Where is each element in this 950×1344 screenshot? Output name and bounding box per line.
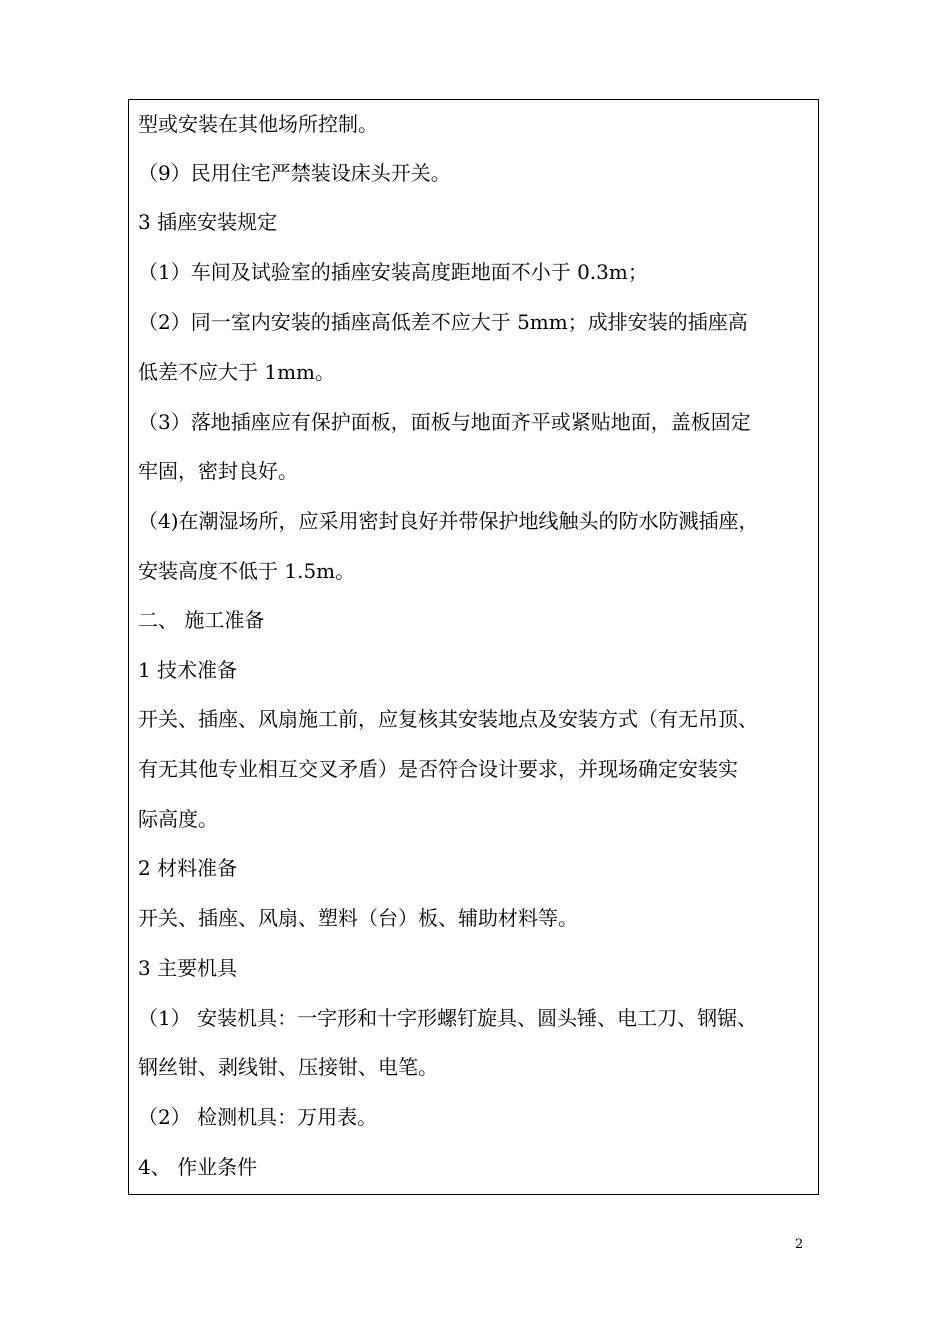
section-heading: 1 技术准备 bbox=[138, 658, 238, 682]
text-line: 开关、插座、风扇施工前，应复核其安装地点及安装方式（有无吊顶、 bbox=[138, 707, 758, 731]
text-line: （1） 安装机具：一字形和十字形螺钉旋具、圆头锤、电工刀、钢锯、 bbox=[138, 1006, 758, 1030]
text-line: 有无其他专业相互交叉矛盾）是否符合设计要求，并现场确定安装实 bbox=[138, 757, 738, 781]
text-line: 钢丝钳、剥线钳、压接钳、电笔。 bbox=[138, 1055, 438, 1079]
text-line: 型或安装在其他场所控制。 bbox=[138, 112, 378, 136]
text-line: （2）同一室内安装的插座高低差不应大于 5mm；成排安装的插座高 bbox=[138, 310, 748, 334]
text-line: 际高度。 bbox=[138, 807, 218, 831]
section-heading: 2 材料准备 bbox=[138, 856, 238, 880]
text-line: （1）车间及试验室的插座安装高度距地面不小于 0.3m； bbox=[138, 260, 648, 284]
text-line: 低差不应大于 1mm。 bbox=[138, 360, 336, 384]
section-heading: 二、 施工准备 bbox=[138, 608, 265, 632]
section-heading: 4、 作业条件 bbox=[138, 1155, 258, 1179]
section-heading: 3 插座安装规定 bbox=[138, 210, 278, 234]
page-number: 2 bbox=[795, 1237, 804, 1252]
text-line: 安装高度不低于 1.5m。 bbox=[138, 559, 356, 583]
text-line: （3）落地插座应有保护面板，面板与地面齐平或紧贴地面，盖板固定 bbox=[138, 410, 751, 434]
section-heading: 3 主要机具 bbox=[138, 956, 238, 980]
text-line: （9）民用住宅严禁装设床头开关。 bbox=[138, 161, 451, 185]
text-line: （4)在潮湿场所，应采用密封良好并带保护地线触头的防水防溅插座， bbox=[138, 509, 759, 533]
text-line: （2） 检测机具：万用表。 bbox=[138, 1105, 378, 1129]
text-line: 牢固，密封良好。 bbox=[138, 459, 298, 483]
text-line: 开关、插座、风扇、塑料（台）板、辅助材料等。 bbox=[138, 906, 578, 930]
